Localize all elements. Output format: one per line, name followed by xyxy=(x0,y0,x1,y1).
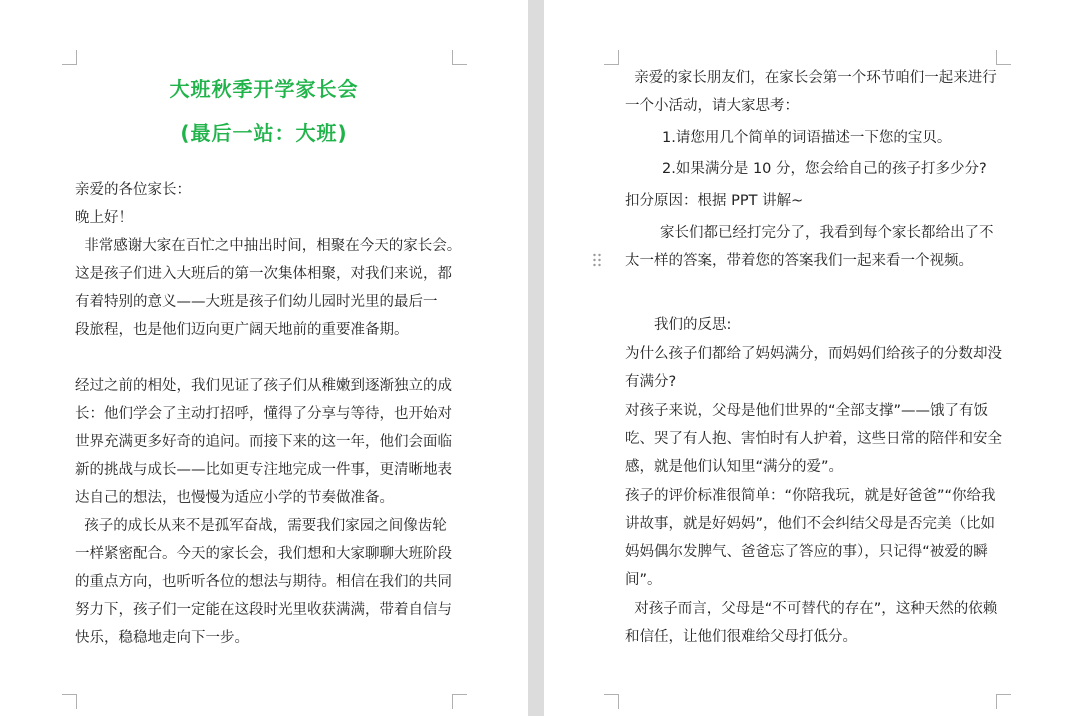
paragraph-line: 家长们都已经打完分了，我看到每个家长都给出了不 xyxy=(660,225,994,241)
paragraph-line: 我们的反思: xyxy=(654,317,732,333)
paragraph-line: 孩子的成长从来不是孤军奋战，需要我们家园之间像齿轮 xyxy=(75,518,447,534)
paragraph-line: 吃、哭了有人抱、害怕时有人护着，这些日常的陪伴和安全 xyxy=(625,431,1002,447)
margin-corner-mark xyxy=(452,694,467,709)
document-page-left xyxy=(0,0,528,716)
paragraph-line: 感，就是他们认知里“满分的爱”。 xyxy=(625,459,844,475)
paragraph-line: 一个小活动，请大家思考： xyxy=(625,98,799,114)
paragraph-line: 有着特别的意义——大班是孩子们幼儿园时光里的最后一 xyxy=(75,294,438,310)
paragraph-line: 长：他们学会了主动打招呼，懂得了分享与等待，也开始对 xyxy=(75,406,452,422)
page-gap xyxy=(528,0,544,716)
paragraph-line: 努力下，孩子们一定能在这段时光里收获满满，带着自信与 xyxy=(75,602,452,618)
document-subtitle: (最后一站：大班) xyxy=(180,121,348,145)
paragraph-line: 和信任，让他们很难给父母打低分。 xyxy=(625,629,857,645)
paragraph-line: 亲爱的家长朋友们，在家长会第一个环节咱们一起来进行 xyxy=(625,70,997,86)
margin-corner-mark xyxy=(62,50,77,65)
margin-corner-mark xyxy=(996,694,1011,709)
paragraph-line: 非常感谢大家在百忙之中抽出时间，相聚在今天的家长会。 xyxy=(75,238,462,254)
paragraph-line: 达自己的想法，也慢慢为适应小学的节奏做准备。 xyxy=(75,490,394,506)
paragraph-line: 间”。 xyxy=(625,572,662,588)
paragraph-line: 孩子的评价标准很简单：“你陪我玩，就是好爸爸”“你给我 xyxy=(625,488,996,504)
document-title: 大班秋季开学家长会 xyxy=(169,77,359,101)
paragraph-line: 一样紧密配合。今天的家长会，我们想和大家聊聊大班阶段 xyxy=(75,546,452,562)
margin-corner-mark xyxy=(604,694,619,709)
paragraph-line: 2.如果满分是 10 分，您会给自己的孩子打多少分? xyxy=(662,161,987,177)
paragraph-line: 晚上好！ xyxy=(75,210,133,226)
paragraph-line: 有满分? xyxy=(625,374,677,390)
document-page-right xyxy=(544,0,1080,716)
paragraph-line: 这是孩子们进入大班后的第一次集体相聚，对我们来说，都 xyxy=(75,266,452,282)
paragraph-line: 对孩子而言，父母是“不可替代的存在”，这种天然的依赖 xyxy=(625,601,998,617)
paragraph-line: 讲故事，就是好妈妈”，他们不会纠结父母是否完美（比如 xyxy=(625,516,996,532)
paragraph-line: 亲爱的各位家长： xyxy=(75,182,191,198)
paragraph-line: 为什么孩子们都给了妈妈满分，而妈妈们给孩子的分数却没 xyxy=(625,346,1002,362)
paragraph-line: 太一样的答案，带着您的答案我们一起来看一个视频。 xyxy=(625,253,973,269)
paragraph-line: 妈妈偶尔发脾气、爸爸忘了答应的事），只记得“被爱的瞬 xyxy=(625,544,988,560)
paragraph-line: 经过之前的相处，我们见证了孩子们从稚嫩到逐渐独立的成 xyxy=(75,378,452,394)
paragraph-line: 1.请您用几个简单的词语描述一下您的宝贝。 xyxy=(662,130,952,146)
margin-corner-mark xyxy=(996,50,1011,65)
paragraph-line: 新的挑战与成长——比如更专注地完成一件事，更清晰地表 xyxy=(75,462,452,478)
paragraph-line: 世界充满更多好奇的追问。而接下来的这一年，他们会面临 xyxy=(75,434,452,450)
paragraph-line: 对孩子来说，父母是他们世界的“全部支撑”——饿了有饭 xyxy=(625,403,989,419)
margin-corner-mark xyxy=(604,50,619,65)
margin-corner-mark xyxy=(452,50,467,65)
paragraph-line: 段旅程，也是他们迈向更广阔天地前的重要准备期。 xyxy=(75,322,409,338)
paragraph-line: 的重点方向，也听听各位的想法与期待。相信在我们的共同 xyxy=(75,574,452,590)
drag-handle-icon[interactable] xyxy=(592,252,602,268)
paragraph-line: 快乐，稳稳地走向下一步。 xyxy=(75,630,249,646)
margin-corner-mark xyxy=(62,694,77,709)
paragraph-line: 扣分原因：根据 PPT 讲解~ xyxy=(625,193,804,209)
